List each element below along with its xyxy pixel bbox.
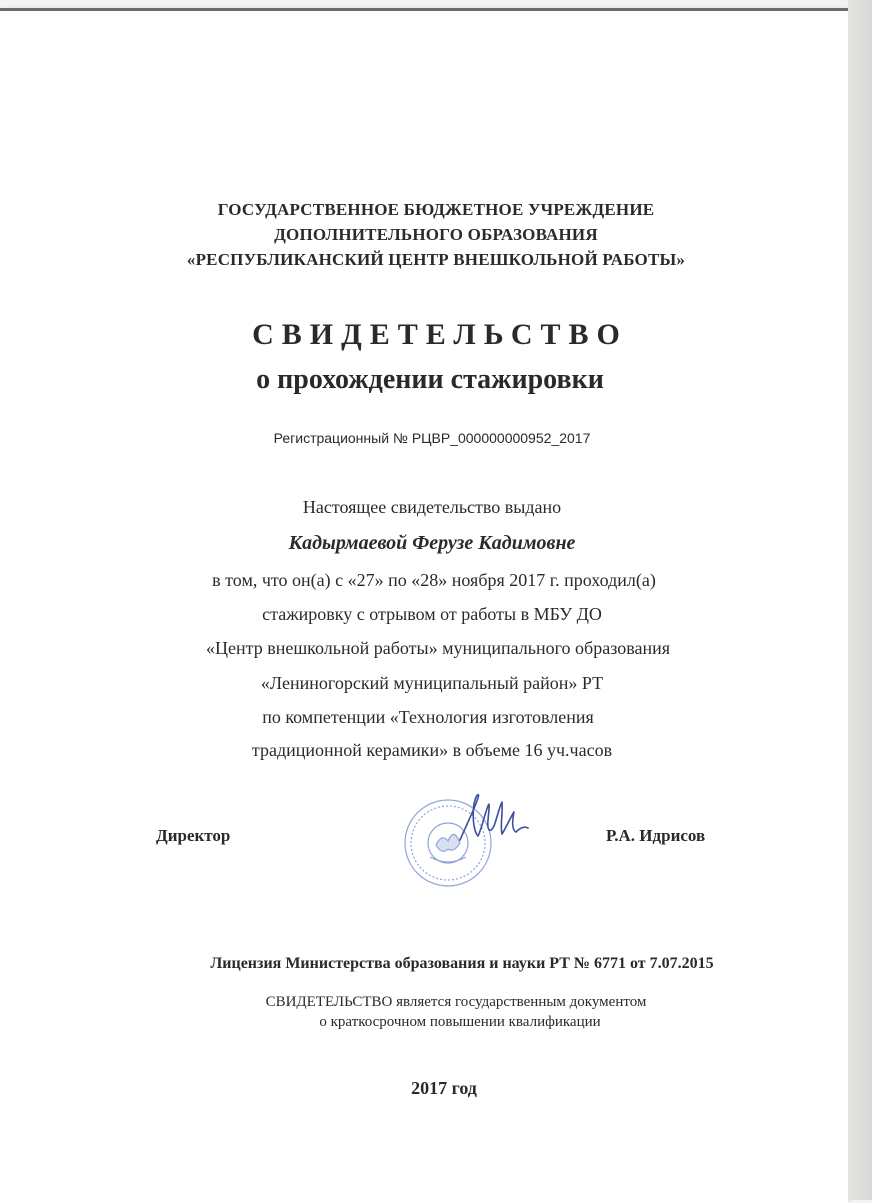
director-signature (456, 788, 530, 848)
note-line-2: о краткосрочном повышении квалификации (319, 1014, 601, 1030)
recipient-name: Кадырмаевой Ферузе Кадимовне (288, 532, 576, 554)
certificate-year: 2017 год (411, 1078, 477, 1098)
body-line-6: традиционной керамики» в объеме 16 уч.часов (251, 740, 613, 760)
body-line-2: стажировку с отрывом от работы в МБУ ДО (262, 604, 602, 624)
note-line-1: СВИДЕТЕЛЬСТВО является государственным документом (265, 994, 647, 1010)
license-text: Лицензия Министерства образования и науки РТ № 6771 от 7.07.2015 (210, 955, 714, 972)
body-line-5: по компетенции «Технология изготовления (262, 707, 594, 727)
registration-number: Регистрационный № РЦВР_000000000952_2017 (273, 430, 591, 446)
director-name: Р.А. Идрисов (606, 826, 706, 845)
issued-text: Настоящее свидетельство выдано (302, 497, 562, 517)
certificate-title: СВИДЕТЕЛЬСТВО (252, 318, 628, 351)
body-line-3: «Центр внешкольной работы» муниципального образования (205, 638, 671, 658)
body-line-1: в том, что он(а) с «27» по «28» ноября 2017 г. проходил(а) (212, 570, 656, 590)
body-line-4: «Лениногорский муниципальный район» РТ (260, 673, 604, 693)
institution-line-1: ГОСУДАРСТВЕННОЕ БЮДЖЕТНОЕ УЧРЕЖДЕНИЕ (217, 200, 655, 219)
director-label: Директор (156, 826, 231, 845)
institution-line-2: ДОПОЛНИТЕЛЬНОГО ОБРАЗОВАНИЯ (274, 225, 598, 244)
institution-line-3: «РЕСПУБЛИКАНСКИЙ ЦЕНТР ВНЕШКОЛЬНОЙ РАБОТЫ» (186, 250, 686, 269)
certificate-subtitle: о прохождении стажировки (256, 364, 604, 395)
